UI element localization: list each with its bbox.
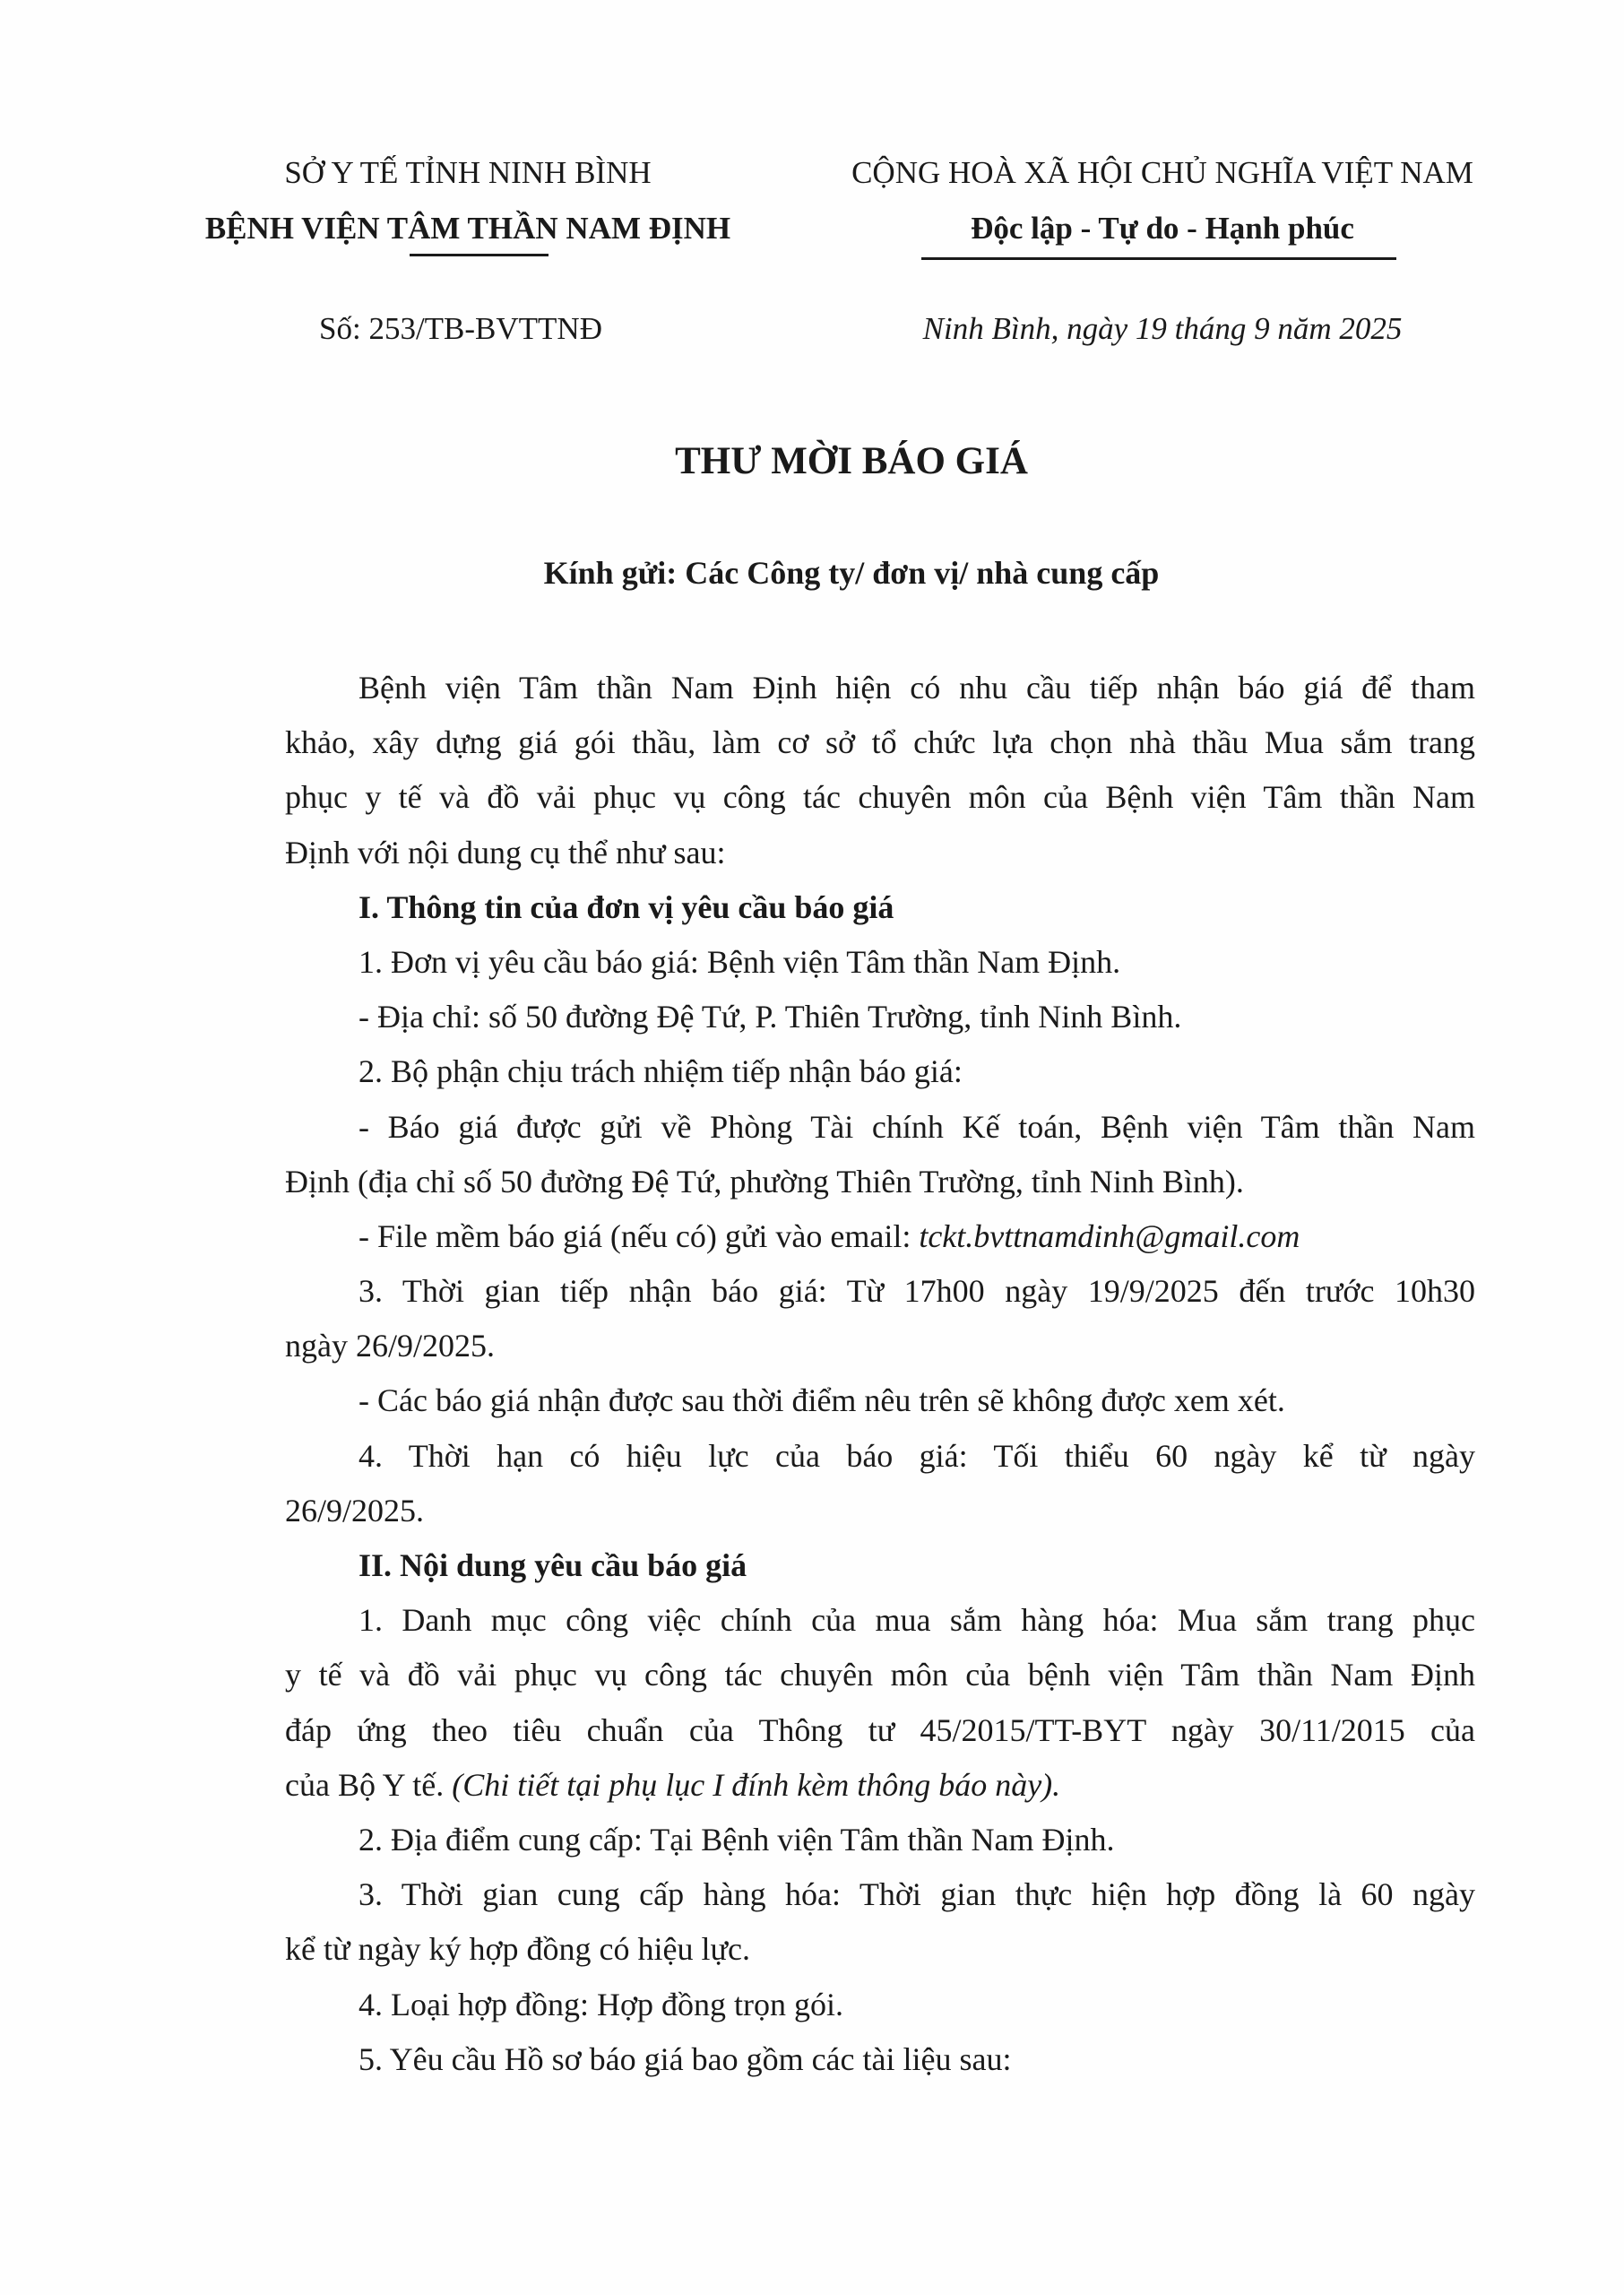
appendix-note: (Chi tiết tại phụ lục I đính kèm thông báo này). <box>452 1766 1061 1803</box>
body-line: 2. Địa điểm cung cấp: Tại Bệnh viện Tâm thần Nam Định. <box>358 1821 1115 1858</box>
national-motto <box>759 145 1566 256</box>
section-heading: I. Thông tin của đơn vị yêu cầu báo giá <box>358 888 894 925</box>
body-line: 26/9/2025. <box>285 1492 425 1529</box>
body-line: 1. Danh mục công việc chính của mua sắm hàng hóa: Mua sắm trang phục <box>358 1602 1475 1639</box>
body-line: 3. Thời gian tiếp nhận báo giá: Từ 17h00 ngày 19/9/2025 đến trước 10h30 <box>358 1273 1475 1310</box>
body-line: y tế và đồ vải phục vụ công tác chuyên môn của bệnh viện Tâm thần Nam Định <box>285 1657 1475 1693</box>
hospital-name: BỆNH VIỆN TÂM THẦN NAM ĐỊNH <box>204 211 731 246</box>
body-line: Định với nội dung cụ thể như sau: <box>285 834 726 870</box>
body-line: đáp ứng theo tiêu chuẩn của Thông tư 45/2015/TT-BYT ngày 30/11/2015 của <box>285 1711 1475 1748</box>
line-text: - File mềm báo giá (nếu có) gửi vào email: <box>358 1217 920 1254</box>
body-line: 2. Bộ phận chịu trách nhiệm tiếp nhận báo giá: <box>358 1053 963 1090</box>
email-link[interactable]: tckt.bvttnamdinh@gmail.com <box>919 1217 1300 1254</box>
body-line: - Địa chỉ: số 50 đường Đệ Tứ, P. Thiên Trường, tỉnh Ninh Bình. <box>358 999 1182 1035</box>
body-line: 5. Yêu cầu Hồ sơ báo giá bao gồm các tài liệu sau: <box>358 2040 1012 2077</box>
body-line: phục y tế và đồ vải phục vụ công tác chuyên môn của Bệnh viện Tâm thần Nam <box>285 779 1475 816</box>
body-line <box>285 1209 1475 1264</box>
body-line: Bệnh viện Tâm thần Nam Định hiện có nhu cầu tiếp nhận báo giá để tham <box>358 670 1475 706</box>
body-line: 1. Đơn vị yêu cầu báo giá: Bệnh viện Tâm thần Nam Định. <box>358 943 1121 980</box>
section-heading: II. Nội dung yêu cầu báo giá <box>358 1547 747 1583</box>
document-title: THƯ MỜI BÁO GIÁ <box>675 440 1028 482</box>
body-line: khảo, xây dựng giá gói thầu, làm cơ sở tổ chức lựa chọn nhà thầu Mua sắm trang <box>285 724 1475 761</box>
addressee: Kính gửi: Các Công ty/ đơn vị/ nhà cung cấp <box>543 555 1160 591</box>
place-date: Ninh Bình, ngày 19 tháng 9 năm 2025 <box>922 311 1403 346</box>
body-line: 4. Loại hợp đồng: Hợp đồng trọn gói. <box>358 1986 844 2022</box>
body-line: 4. Thời hạn có hiệu lực của báo giá: Tối thiểu 60 ngày kể từ ngày <box>358 1437 1475 1474</box>
body-line: - Các báo giá nhận được sau thời điểm nêu trên sẽ không được xem xét. <box>358 1382 1285 1419</box>
department-name: SỞ Y TẾ TỈNH NINH BÌNH <box>284 155 652 190</box>
body-line <box>285 1758 1475 1813</box>
line-text: của Bộ Y tế. <box>285 1766 453 1803</box>
document-number: Số: 253/TB-BVTTNĐ <box>319 311 602 346</box>
body-line: ngày 26/9/2025. <box>285 1328 495 1364</box>
issuing-authority <box>65 145 871 256</box>
body-line: Định (địa chỉ số 50 đường Đệ Tứ, phường Thiên Trường, tỉnh Ninh Bình). <box>285 1163 1244 1199</box>
document-body <box>285 661 1475 2087</box>
body-line: - Báo giá được gửi về Phòng Tài chính Kế toán, Bệnh viện Tâm thần Nam <box>358 1108 1475 1145</box>
body-line: 3. Thời gian cung cấp hàng hóa: Thời gian thực hiện hợp đồng là 60 ngày <box>358 1876 1475 1913</box>
divider <box>410 254 549 256</box>
country-name: CỘNG HOÀ XÃ HỘI CHỦ NGHĨA VIỆT NAM <box>851 155 1473 190</box>
motto: Độc lập - Tự do - Hạnh phúc <box>971 211 1354 246</box>
body-line: kể từ ngày ký hợp đồng có hiệu lực. <box>285 1931 750 1968</box>
divider <box>921 257 1396 260</box>
